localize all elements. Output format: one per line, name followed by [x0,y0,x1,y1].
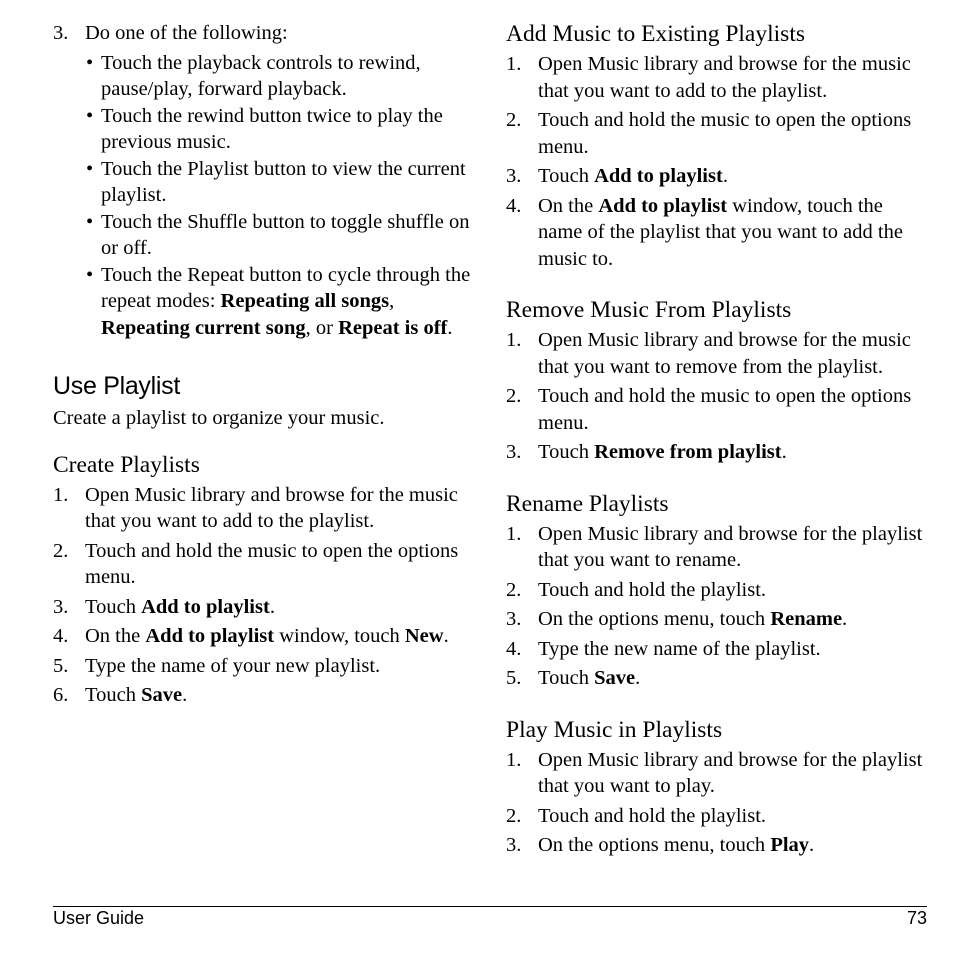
section-heading-use-playlist: Use Playlist [53,372,180,400]
step-number: 3. [506,608,522,630]
step-item [506,665,926,692]
repeat-mode-off: Repeat is off [338,316,448,339]
step-item [506,163,926,190]
step-text [538,834,814,856]
footer-divider [53,906,927,907]
bold-term: New [404,625,444,647]
step-number: 3. [53,595,69,618]
bold-term: Add to playlist [598,194,728,217]
text-run: . [842,608,848,630]
step-text: Touch and hold the music to open the options menu. [538,385,912,434]
bullet-text: Touch the Playlist button to view the current playlist. [101,157,466,206]
step-text: Touch and hold the playlist. [538,578,767,601]
step-text [538,165,728,187]
step-number: 3. [506,165,522,187]
step-number: 4. [506,194,522,217]
text-run: . [781,441,787,463]
step-item [506,803,926,830]
footer-title: User Guide [53,908,145,928]
step-3 [53,20,483,47]
text-run: Touch [538,165,595,187]
text-run: On the [85,625,146,647]
step-text: Open Music library and browse for the music that you want to add to the playlist. [85,483,458,532]
subheading-play-music: Play Music in Playlists [506,716,723,743]
step-number: 3. [506,834,522,856]
spacer [506,695,926,716]
bold-term: Add to playlist [141,595,270,618]
bullet-text [101,264,470,339]
spacer [506,275,926,296]
step-text [538,608,847,630]
text-run: . [443,625,449,647]
right-column [506,20,926,862]
step-text: Touch and hold the music to open the options menu. [538,109,912,158]
bullet-text: Touch the Shuffle button to toggle shuffle on or off. [101,210,470,259]
text-run: . [809,834,815,856]
bold-term: Rename [770,608,843,630]
subheading-rename-playlists: Rename Playlists [506,490,669,517]
text-run: . [635,667,641,689]
step-text: Do one of the following: [85,22,288,44]
text-run: On the options menu, touch [538,608,771,630]
step-text: Open Music library and browse for the music that you want to remove from the playlist. [538,329,911,378]
step-text [85,596,275,618]
bullet-item [53,156,483,209]
text-run: Touch [538,441,595,463]
step-item [506,577,926,604]
bullet-item [53,103,483,156]
text-run: Touch [85,684,142,706]
step-text: Type the name of your new playlist. [85,654,381,677]
text-run: On the [538,194,599,217]
step-number: 1. [506,53,522,75]
text-run: On the options menu, touch [538,834,771,856]
step-text: Open Music library and browse for the music that you want to add to the playlist. [538,53,911,102]
step-number: 5. [53,654,69,677]
step-item [506,521,926,574]
step-number: 2. [53,539,69,562]
step-text [538,195,903,270]
step-text [538,667,640,689]
section-intro: Create a playlist to organize your music. [53,407,385,429]
subheading-create-playlists: Create Playlists [53,451,200,478]
bold-term: Add to playlist [594,165,723,187]
bold-term: Save [141,684,183,706]
step-item [506,439,926,466]
step-item [506,383,926,436]
spacer [506,469,926,490]
step-number: 1. [506,522,522,545]
step-item [506,107,926,160]
step-text: Open Music library and browse for the playlist that you want to play. [538,748,923,797]
step-number: 3. [506,441,522,463]
step-number: 6. [53,684,69,706]
step-text: Type the new name of the playlist. [538,637,821,660]
text-run: , [389,290,395,312]
text-run: , or [305,316,339,339]
bold-term: Remove from playlist [594,441,782,463]
step-item [506,193,926,273]
step-item [506,832,926,859]
step-text: Open Music library and browse for the playlist that you want to rename. [538,522,923,571]
bold-term: Play [770,834,810,856]
step-item [53,482,483,535]
step-text [538,441,787,463]
step-number: 1. [506,748,522,771]
step-text [85,625,449,647]
bold-term: Add to playlist [145,625,275,647]
step-item [506,327,926,380]
step-item [53,538,483,591]
step-number: 5. [506,667,522,689]
step-item [53,653,483,680]
bullet-text: Touch the rewind button twice to play the previous music. [101,104,443,153]
step-item [506,636,926,663]
text-run: window, touch the name of the playlist that you want to add the music to. [538,194,903,270]
bullet-item-repeat [53,262,483,342]
bold-term: Save [594,667,636,689]
text-run: window, touch [274,625,405,647]
repeat-mode-all: Repeating all songs [220,290,390,312]
step-number: 1. [506,329,522,351]
subheading-remove-music: Remove Music From Playlists [506,297,792,323]
text-run: Touch [538,667,595,689]
bullet-text: Touch the playback controls to rewind, pause/play, forward playback. [101,51,421,100]
step-number: 2. [506,385,522,407]
step-text [85,684,187,706]
bullet-item [53,50,483,103]
step-item [506,606,926,633]
step-item [506,51,926,104]
left-column [53,20,483,712]
step-text: Touch and hold the playlist. [538,804,767,827]
step-number: 4. [506,637,522,660]
step-item [53,682,483,709]
text-run: . [447,316,453,339]
bullet-icon: • [86,157,94,180]
step-number: 4. [53,625,69,647]
subheading-add-music: Add Music to Existing Playlists [506,21,805,47]
step-number: 2. [506,109,522,131]
text-run: . [182,684,188,706]
step-number: 3. [53,22,69,44]
text-run: . [722,165,728,187]
step-item [53,594,483,621]
step-number: 2. [506,578,522,601]
bullet-icon: • [86,263,94,286]
step-number: 1. [53,483,69,506]
repeat-mode-current: Repeating current song [101,316,306,339]
text-run: Touch the Repeat button to cycle through the repeat modes: [101,263,471,312]
step-item [506,747,926,800]
text-run: . [269,595,275,618]
step-text: Touch and hold the music to open the options menu. [85,539,459,588]
bullet-icon: • [86,104,94,127]
bullet-icon: • [86,51,94,74]
step-item [53,623,483,650]
page-number: 73 [906,908,927,928]
bullet-item [53,209,483,262]
step-number: 2. [506,804,522,827]
text-run: Touch [85,595,142,618]
bullet-icon: • [86,210,94,233]
